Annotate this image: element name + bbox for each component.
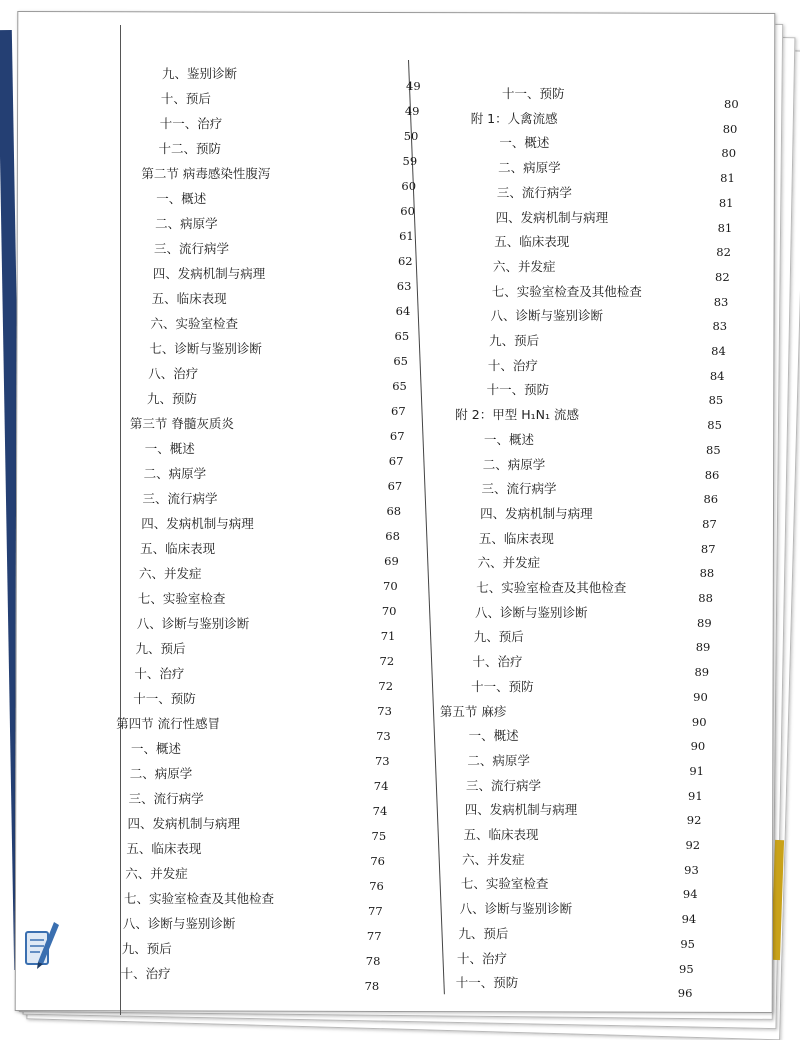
- toc-page-number: 95: [680, 936, 695, 951]
- toc-section-title: 第二节 病毒感染性腹泻: [141, 166, 271, 181]
- toc-section-title: 附 1：人禽流感: [470, 110, 558, 126]
- toc-page-number: 50: [403, 129, 419, 143]
- toc-page-number: 71: [380, 629, 396, 643]
- toc-entry-title: 四、发病机制与病理: [480, 505, 593, 521]
- toc-entry-title: 十、预后: [160, 91, 211, 106]
- toc-entry-title: 六、并发症: [477, 555, 541, 571]
- toc-page-number: 84: [709, 368, 725, 383]
- toc-entry-title: 四、发病机制与病理: [152, 266, 266, 281]
- toc-page-number: 92: [685, 838, 701, 852]
- toc-page-number: 62: [397, 254, 413, 268]
- toc-entry-title: 四、发病机制与病理: [127, 816, 241, 831]
- toc-page: [15, 11, 776, 1013]
- toc-entry-title: 七、实验室检查及其他检查: [124, 891, 275, 906]
- toc-page-number: 95: [679, 961, 694, 976]
- toc-page-number: 80: [721, 146, 737, 161]
- toc-page-number: 89: [697, 615, 712, 630]
- toc-entry-title: 九、鉴别诊断: [162, 66, 238, 81]
- toc-page-number: 65: [393, 354, 408, 368]
- toc-section-title: 第四节 流行性感冒: [116, 716, 221, 731]
- toc-entry-title: 十、治疗: [487, 357, 538, 373]
- toc-entry-title: 九、预后: [135, 641, 186, 656]
- toc-entry-title: 三、流行病学: [128, 791, 204, 806]
- toc-page-number: 59: [402, 154, 418, 168]
- toc-entry-title: 十、治疗: [457, 950, 508, 966]
- toc-entry-title: 十一、预防: [471, 678, 534, 694]
- toc-entry-title: 十一、预防: [455, 975, 519, 991]
- toc-entry-title: 三、流行病学: [466, 777, 542, 793]
- toc-page-number: 85: [706, 442, 721, 457]
- toc-page-number: 74: [372, 804, 388, 818]
- toc-entry-title: 七、实验室检查: [460, 876, 549, 892]
- toc-entry-title: 三、流行病学: [481, 481, 557, 497]
- toc-page-number: 77: [368, 904, 383, 918]
- toc-page-number: 83: [713, 294, 729, 309]
- toc-section-title: 附 2：甲型 H₁N₁ 流感: [455, 407, 579, 423]
- toc-entry-title: 八、诊断与鉴别诊断: [122, 916, 236, 931]
- toc-page-number: 61: [399, 229, 414, 243]
- toc-page-number: 86: [703, 492, 719, 507]
- toc-page-number: 92: [686, 813, 702, 828]
- toc-entry-title: 九、预后: [473, 629, 524, 645]
- toc-page-number: 81: [718, 195, 734, 210]
- toc-page-number: 70: [381, 604, 397, 618]
- toc-page-number: 63: [396, 279, 412, 293]
- toc-page-number: 78: [364, 979, 380, 993]
- toc-entry-title: 三、流行病学: [142, 491, 218, 506]
- toc-page-number: 65: [394, 329, 410, 343]
- toc-entry-title: 十一、预防: [133, 691, 196, 706]
- toc-entry-title: 三、流行病学: [496, 184, 572, 200]
- toc-page-number: 78: [365, 954, 381, 968]
- toc-entry-title: 十一、预防: [486, 382, 550, 398]
- toc-page-number: 90: [693, 689, 708, 704]
- toc-page-number: 94: [682, 887, 698, 902]
- toc-page-number: 65: [392, 379, 407, 393]
- toc-entry-title: 四、发病机制与病理: [141, 516, 254, 531]
- toc-entry-title: 四、发病机制与病理: [464, 802, 578, 818]
- toc-entry-title: 九、预后: [489, 333, 540, 348]
- toc-entry-title: 五、临床表现: [140, 541, 216, 556]
- toc-page-number: 83: [712, 319, 728, 334]
- toc-entry-title: 七、实验室检查: [137, 591, 226, 606]
- toc-entry-title: 一、概述: [484, 431, 535, 447]
- toc-page-number: 49: [404, 104, 420, 118]
- toc-entry-title: 二、病原学: [482, 456, 546, 472]
- toc-entry-title: 七、诊断与鉴别诊断: [149, 341, 262, 356]
- toc-entry-title: 二、病原学: [129, 766, 193, 781]
- toc-page-number: 81: [717, 220, 733, 235]
- toc-page-number: 69: [384, 554, 399, 568]
- toc-page-number: 67: [389, 429, 405, 443]
- toc-page-number: 70: [383, 579, 398, 593]
- toc-page-number: 87: [702, 516, 717, 531]
- binding-line: [120, 25, 121, 1015]
- toc-page-number: 91: [689, 763, 704, 778]
- toc-page-number: 76: [370, 854, 385, 868]
- toc-entry-title: 一、概述: [468, 728, 519, 744]
- toc-entry-title: 八、治疗: [148, 366, 199, 381]
- toc-entry-title: 六、并发症: [493, 258, 556, 274]
- toc-page-number: 74: [373, 779, 389, 793]
- toc-page-number: 85: [707, 418, 722, 433]
- toc-entry-title: 五、临床表现: [494, 234, 570, 250]
- toc-entry-title: 五、临床表现: [151, 291, 227, 306]
- toc-entry-title: 九、预防: [147, 391, 198, 406]
- toc-page-number: 90: [691, 714, 707, 729]
- toc-entry-title: 六、并发症: [139, 566, 202, 581]
- toc-entry-title: 五、临床表现: [463, 827, 539, 842]
- toc-entry-title: 九、预后: [121, 941, 172, 956]
- toc-entry-title: 十、治疗: [134, 666, 185, 681]
- toc-page-number: 80: [724, 97, 739, 111]
- toc-section-title: 第五节 麻疹: [439, 703, 507, 719]
- toc-entry-title: 一、概述: [130, 741, 181, 756]
- toc-page-number: 88: [698, 591, 713, 605]
- toc-page-number: 73: [374, 754, 390, 768]
- toc-page-number: 49: [406, 79, 421, 93]
- toc-entry-title: 七、实验室检查及其他检查: [491, 283, 642, 299]
- toc-page-number: 82: [716, 245, 731, 260]
- toc-page-number: 86: [704, 467, 720, 482]
- toc-page-number: 77: [366, 929, 382, 943]
- toc-page-number: 72: [378, 679, 394, 693]
- toc-page-number: 88: [699, 566, 715, 581]
- toc-entry-title: 十二、预防: [158, 141, 222, 156]
- toc-entry-title: 六、并发症: [462, 851, 525, 867]
- toc-entry-title: 二、病原学: [155, 216, 218, 231]
- toc-page-number: 94: [681, 912, 697, 927]
- toc-page-number: 60: [400, 204, 415, 218]
- toc-entry-title: 五、临床表现: [126, 841, 202, 856]
- toc-entry-title: 二、病原学: [498, 160, 561, 176]
- toc-entry-title: 一、概述: [144, 441, 195, 456]
- toc-entry-title: 九、预后: [458, 925, 509, 941]
- toc-page-number: 67: [388, 454, 404, 468]
- toc-page-number: 90: [690, 739, 706, 754]
- toc-entry-title: 八、诊断与鉴别诊断: [490, 308, 603, 324]
- toc-entry-title: 一、概述: [499, 135, 550, 151]
- toc-entry-title: 八、诊断与鉴别诊断: [475, 604, 588, 620]
- toc-entry-title: 三、流行病学: [153, 241, 229, 256]
- toc-page-number: 73: [376, 729, 391, 743]
- toc-page-number: 85: [708, 393, 724, 408]
- toc-entry-title: 八、诊断与鉴别诊断: [136, 616, 250, 631]
- toc-page-number: 80: [722, 121, 738, 136]
- toc-entry-title: 八、诊断与鉴别诊断: [459, 901, 573, 917]
- toc-page-number: 81: [720, 171, 735, 186]
- toc-page-number: 93: [684, 862, 699, 877]
- toc-page-number: 89: [695, 640, 711, 655]
- toc-entry-title: 五、临床表现: [478, 530, 554, 546]
- toc-entry-title: 十、治疗: [120, 966, 171, 981]
- toc-entry-title: 六、实验室检查: [150, 316, 239, 331]
- toc-page-number: 73: [377, 704, 392, 718]
- toc-entry-title: 七、实验室检查及其他检查: [476, 580, 627, 595]
- pencil-notebook-icon: [24, 918, 60, 976]
- toc-entry-title: 十、治疗: [472, 654, 523, 670]
- toc-entry-title: 十一、预防: [502, 86, 565, 101]
- toc-page-number: 82: [715, 269, 730, 284]
- toc-page-number: 87: [700, 541, 716, 556]
- toc-page-number: 67: [387, 479, 403, 493]
- toc-page-number: 68: [385, 529, 400, 543]
- toc-page-number: 89: [694, 665, 710, 680]
- toc-entry-title: 六、并发症: [125, 866, 188, 881]
- toc-page-number: 60: [401, 179, 417, 193]
- toc-page-number: 67: [391, 404, 406, 418]
- toc-entry-title: 一、概述: [156, 191, 207, 206]
- toc-page-number: 75: [371, 829, 387, 843]
- toc-entry-title: 二、病原学: [143, 466, 207, 481]
- toc-page-number: 68: [386, 504, 402, 518]
- toc-entry-title: 四、发病机制与病理: [495, 209, 609, 225]
- toc-page-number: 91: [688, 788, 703, 803]
- toc-page-number: 76: [369, 879, 384, 893]
- toc-page-number: 96: [677, 986, 693, 1001]
- toc-entry-title: 十一、治疗: [159, 116, 223, 131]
- toc-section-title: 第三节 脊髓灰质炎: [129, 416, 234, 431]
- toc-page-number: 84: [711, 344, 726, 358]
- toc-entry-title: 二、病原学: [467, 752, 530, 768]
- toc-page-number: 72: [379, 654, 395, 668]
- toc-page-number: 64: [395, 304, 411, 318]
